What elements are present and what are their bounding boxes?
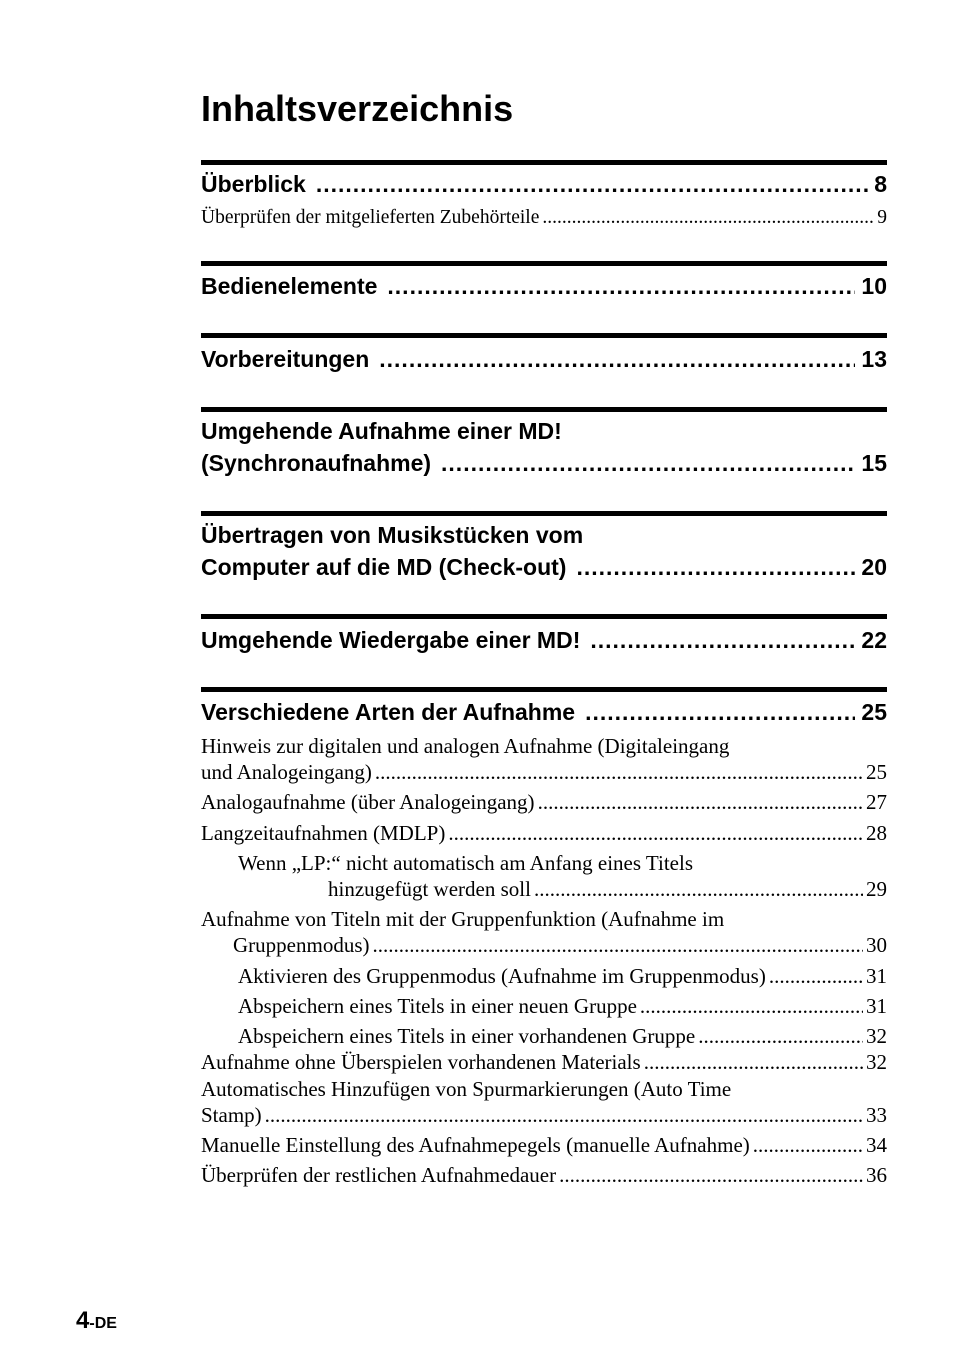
toc-entry[interactable] (201, 789, 887, 815)
toc-page-number: 13 (861, 346, 887, 372)
toc-entry-label: Gruppenmodus) (233, 933, 370, 957)
toc-section-aufnahme-arten[interactable] (201, 697, 887, 727)
toc-entry-label: und Analogeingang) (201, 760, 372, 784)
toc-entry-label: Abspeichern eines Titels in einer vorhandenen Gruppe (238, 1024, 696, 1048)
dot-leader (441, 448, 855, 478)
section-rule (201, 261, 887, 266)
section-rule (201, 160, 887, 165)
toc-entry[interactable] (201, 1049, 887, 1075)
dot-leader (769, 963, 863, 989)
toc-subentry[interactable] (238, 1023, 887, 1049)
toc-entry-label: Überprüfen der restlichen Aufnahmedauer (201, 1163, 557, 1187)
dot-leader (644, 1049, 863, 1075)
toc-page-number: 34 (866, 1133, 887, 1157)
dot-leader (753, 1132, 863, 1158)
page-title: Inhaltsverzeichnis (201, 88, 514, 129)
toc-page-number: 31 (866, 994, 887, 1018)
toc-section-label: Computer auf die MD (Check-out) (201, 554, 567, 580)
toc-page-number: 27 (866, 790, 887, 814)
section-rule (201, 511, 887, 516)
toc-page-number: 33 (866, 1103, 887, 1127)
toc-section-check-out[interactable] (201, 552, 887, 582)
toc-entry-label: Aktivieren des Gruppenmodus (Aufnahme im Gruppenmodus) (238, 964, 766, 988)
section-rule (201, 333, 887, 338)
toc-entry[interactable] (233, 932, 887, 958)
toc-subentry[interactable] (328, 876, 887, 902)
section-rule (201, 614, 887, 619)
toc-entry-label: Stamp) (201, 1103, 262, 1127)
toc-entry[interactable] (201, 205, 887, 231)
toc-page-number: 32 (866, 1050, 887, 1074)
toc-section-label: Bedienelemente (201, 273, 378, 299)
page-number-footer (76, 1307, 117, 1338)
toc-section-bedienelemente[interactable] (201, 271, 887, 301)
dot-leader (534, 876, 863, 902)
toc-page-number: 36 (866, 1163, 887, 1187)
toc-page-number: 10 (861, 273, 887, 299)
toc-entry-label: Überprüfen der mitgelieferten Zubehörteile (201, 207, 540, 228)
toc-page-number: 32 (866, 1024, 887, 1048)
toc-section-label: Überblick (201, 171, 306, 197)
toc-section-ueberblick[interactable] (201, 169, 887, 199)
dot-leader (576, 552, 855, 582)
toc-page-number: 25 (866, 760, 887, 784)
toc-page-number: 20 (861, 554, 887, 580)
toc-page-number: 9 (877, 207, 887, 228)
toc-entry-label-line1[interactable]: Hinweis zur digitalen und analogen Aufnahme (Digitaleingang (201, 734, 730, 758)
toc-section-label: (Synchronaufnahme) (201, 450, 432, 476)
toc-entry[interactable] (201, 1162, 887, 1188)
toc-page-number: 28 (866, 821, 887, 845)
toc-entry-label-line1[interactable]: Automatisches Hinzufügen von Spurmarkierungen (Auto Time (201, 1077, 732, 1101)
toc-page-number: 8 (874, 171, 887, 197)
toc-section-label: Vorbereitungen (201, 346, 370, 372)
toc-entry[interactable] (201, 759, 887, 785)
toc-section-label: Umgehende Wiedergabe einer MD! (201, 627, 581, 653)
toc-entry-label: Manuelle Einstellung des Aufnahmepegels (manuelle Aufnahme) (201, 1133, 750, 1157)
dot-leader (372, 932, 863, 958)
dot-leader (387, 271, 855, 301)
toc-subentry[interactable] (238, 993, 887, 1019)
toc-page-number: 25 (861, 699, 887, 725)
toc-page-number: 29 (866, 877, 887, 901)
language-suffix: -DE (89, 1315, 117, 1332)
toc-page-number: 22 (861, 627, 887, 653)
dot-leader (585, 697, 855, 727)
section-rule (201, 407, 887, 412)
toc-entry[interactable] (201, 1132, 887, 1158)
dot-leader (448, 820, 863, 846)
dot-leader (640, 993, 863, 1019)
dot-leader (590, 625, 855, 655)
toc-page-number: 15 (861, 450, 887, 476)
toc-subentry-label-line1[interactable]: Wenn „LP:“ nicht automatisch am Anfang eines Titels (238, 851, 693, 875)
dot-leader (542, 205, 874, 231)
dot-leader (379, 344, 855, 374)
toc-page-number: 31 (866, 964, 887, 988)
toc-section-label: Verschiedene Arten der Aufnahme (201, 699, 576, 725)
dot-leader (375, 759, 863, 785)
toc-entry-label: Langzeitaufnahmen (MDLP) (201, 821, 446, 845)
toc-entry[interactable] (201, 1102, 887, 1128)
toc-section-synchronaufnahme[interactable] (201, 448, 887, 478)
dot-leader (265, 1102, 863, 1128)
toc-entry-label: Abspeichern eines Titels in einer neuen Gruppe (238, 994, 637, 1018)
toc-entry-label-line1[interactable]: Aufnahme von Titeln mit der Gruppenfunktion (Aufnahme im (201, 907, 725, 931)
dot-leader (538, 789, 863, 815)
dot-leader (316, 169, 868, 199)
toc-section-wiedergabe[interactable] (201, 625, 887, 655)
toc-subentry[interactable] (238, 963, 887, 989)
section-rule (201, 687, 887, 692)
dot-leader (698, 1023, 863, 1049)
toc-entry-label: Aufnahme ohne Überspielen vorhandenen Materials (201, 1050, 641, 1074)
toc-section-label-line1[interactable]: Umgehende Aufnahme einer MD! (201, 418, 562, 444)
toc-entry[interactable] (201, 820, 887, 846)
dot-leader (559, 1162, 863, 1188)
toc-page-number: 30 (866, 933, 887, 957)
toc-entry-label: hinzugefügt werden soll (328, 877, 531, 901)
toc-section-label-line1[interactable]: Übertragen von Musikstücken vom (201, 522, 584, 548)
toc-entry-label: Analogaufnahme (über Analogeingang) (201, 790, 535, 814)
toc-section-vorbereitungen[interactable] (201, 344, 887, 374)
page-number: 4 (76, 1307, 90, 1334)
